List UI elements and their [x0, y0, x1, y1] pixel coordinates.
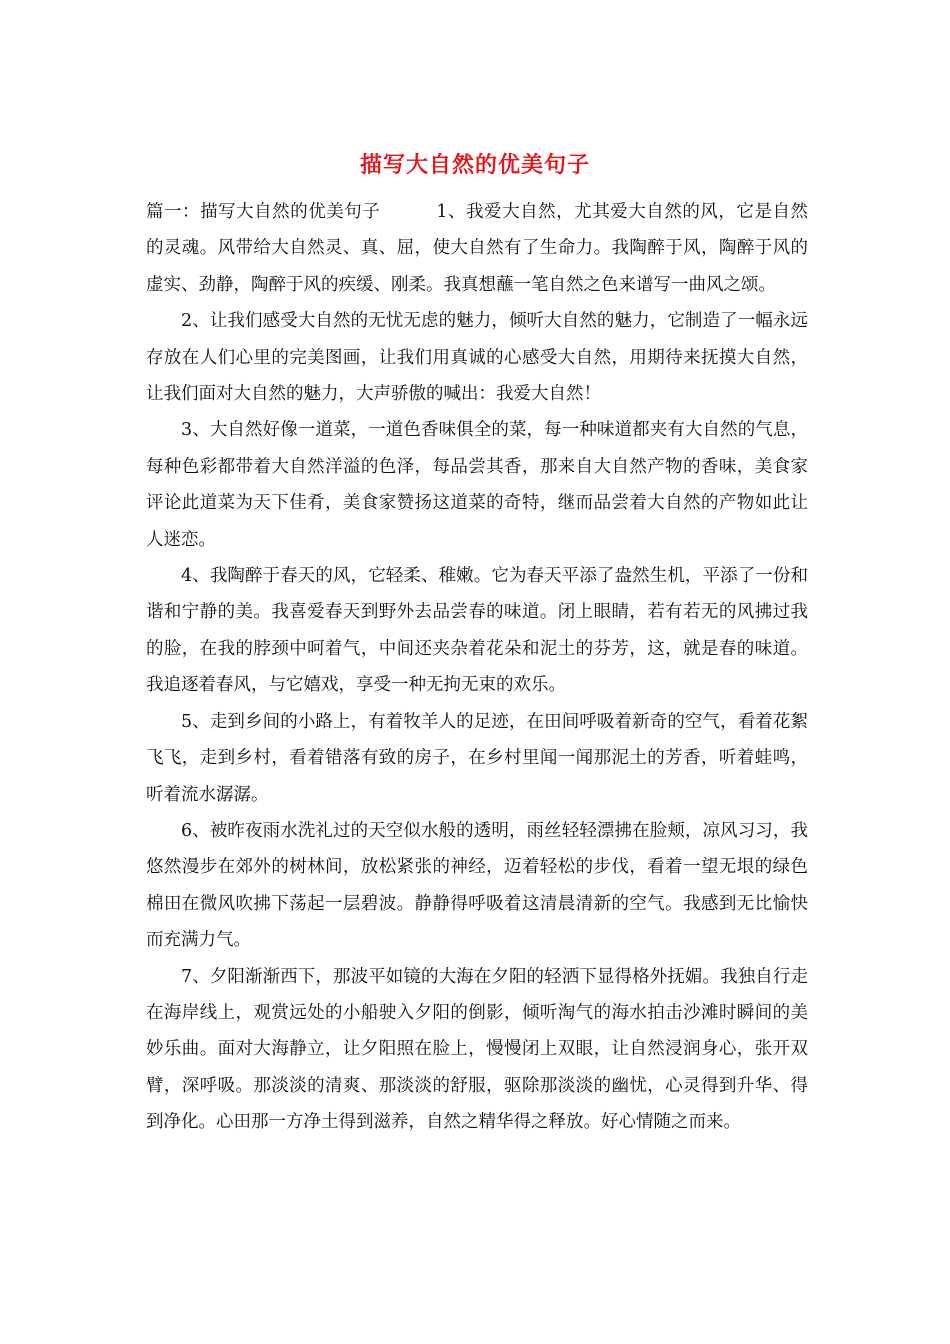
paragraph-4: 4、我陶醉于春天的风，它轻柔、稚嫩。它为春天平添了盎然生机，平添了一份和谐和宁静的美。我喜爱春天到野外去品尝春的味道。闭上眼睛，若有若无的风拂过我的脸，在我的脖颈中呵着气，中间还夹杂着花朵和泥土的芬芳，这，就是春的味道。我追逐着春风，与它嬉戏，享受一种无拘无束的欢乐。	[146, 566, 808, 696]
document-title: 描写大自然的优美句子	[359, 153, 590, 178]
paragraph-5: 5、走到乡间的小路上，有着牧羊人的足迹，在田间呼吸着新奇的空气，看着花絮飞飞，走到乡村，看着错落有致的房子，在乡村里闻一闻那泥土的芳香，听着蛙鸣，听着流水潺潺。	[146, 711, 808, 805]
paragraph-1-text: 1、我爱大自然，尤其爱大自然的风，它是自然的灵魂。风带给大自然灵、真、屈，使大自然有了生命力。我陶醉于风，陶醉于风的虚实、劲静，陶醉于风的疾缓、刚柔。我真想蘸一笔自然之色来谱写一曲风之颂。	[146, 202, 808, 295]
paragraph-1	[146, 194, 808, 303]
section-label: 篇一：描写大自然的优美句子	[146, 202, 381, 222]
paragraph-2: 2、让我们感受大自然的无忧无虑的魅力，倾听大自然的魅力，它制造了一幅永远存放在人们心里的完美图画，让我们用真诚的心感受大自然，用期待来抚摸大自然，让我们面对大自然的魅力，大声骄傲的喊出：我爱大自然！	[146, 311, 808, 405]
document-body	[146, 194, 808, 1141]
paragraph-6: 6、被昨夜雨水洗礼过的天空似水般的透明，雨丝轻轻漂拂在脸颊，凉风习习，我悠然漫步在郊外的树林间，放松紧张的神经，迈着轻松的步伐，看着一望无垠的绿色棉田在微风吹拂下荡起一层碧波。静静得呼吸着这清晨清新的空气。我感到无比愉快而充满力气。	[146, 820, 808, 951]
paragraph-3: 3、大自然好像一道菜，一道色香味俱全的菜，每一种味道都夹有大自然的气息，每种色彩都带着大自然洋溢的色泽，每品尝其香，那来自大自然产物的香味，美食家评论此道菜为天下佳肴，美食家赞扬这道菜的奇特，继而品尝着大自然的产物如此让人迷恋。	[146, 420, 808, 550]
paragraph-7: 7、夕阳渐渐西下，那波平如镜的大海在夕阳的轻洒下显得格外抚媚。我独自行走在海岸线上，观赏远处的小船驶入夕阳的倒影，倾听淘气的海水拍击沙滩时瞬间的美妙乐曲。面对大海静立，让夕阳照在脸上，慢慢闭上双眼，让自然浸润身心，张开双臂，深呼吸。那淡淡的清爽、那淡淡的舒服，驱除那淡淡的幽忧，心灵得到升华、得到净化。心田那一方净土得到滋养，自然之精华得之释放。好心情随之而来。	[146, 966, 808, 1133]
